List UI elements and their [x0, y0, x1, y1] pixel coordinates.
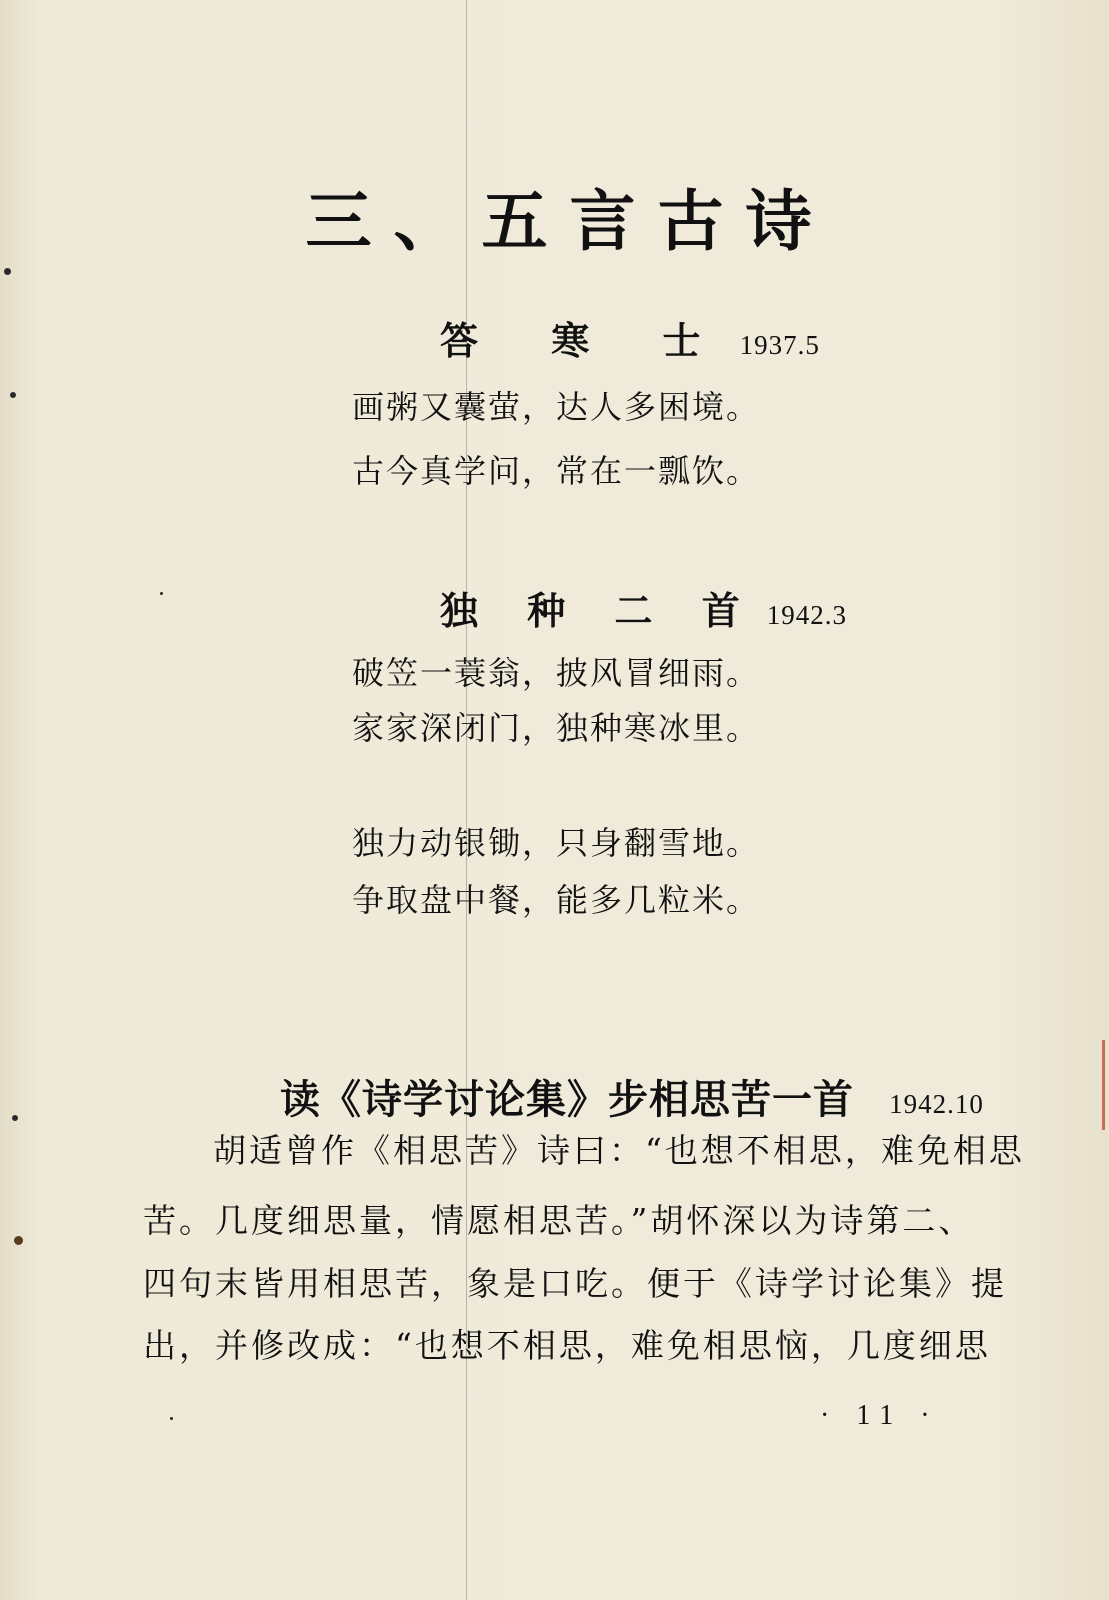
poem-line: 古今真学问，常在一瓢饮。 — [352, 452, 761, 490]
poem-line: 争取盘中餐，能多几粒米。 — [352, 881, 761, 919]
speck — [4, 268, 11, 275]
poem-line: 家家深闭门，独种寒冰里。 — [352, 709, 761, 747]
page-number: · 11 · — [820, 1400, 940, 1431]
poem-date: 1937.5 — [739, 330, 820, 360]
article-paragraph-line: 苦。几度细思量，情愿相思苦。”胡怀深以为诗第二、 — [143, 1201, 975, 1240]
poem-line: 画粥又囊萤，达人多困境。 — [352, 388, 761, 426]
poem-date: 1942.3 — [766, 600, 848, 630]
article-paragraph-line: 四句末皆用相思苦，象是口吃。便于《诗学讨论集》提 — [143, 1264, 1007, 1303]
article-date: 1942.10 — [889, 1089, 984, 1119]
poem-heading — [440, 580, 847, 635]
edge-mark — [1102, 1040, 1105, 1130]
section-title: 三、五言古诗 — [305, 182, 834, 260]
poem-title: 独 种 二 首 — [440, 588, 758, 633]
speck — [14, 1236, 23, 1245]
speck — [160, 592, 163, 595]
speck — [12, 1115, 18, 1121]
poem-heading — [440, 310, 820, 365]
poem-line: 破笠一蓑翁，披风冒细雨。 — [352, 654, 761, 692]
article-heading — [280, 1068, 984, 1125]
article-title: 读《诗学讨论集》步相思苦一首 — [280, 1076, 854, 1123]
poem-line: 独力动银锄，只身翻雪地。 — [352, 824, 761, 862]
speck — [170, 1417, 173, 1420]
poem-title: 答 寒 士 — [440, 318, 731, 363]
speck — [10, 392, 16, 398]
article-paragraph-line: 胡适曾作《相思苦》诗曰：“也想不相思，难免相思 — [213, 1131, 1025, 1170]
article-paragraph-line: 出，并修改成：“也想不相思，难免相思恼，几度细思 — [143, 1326, 991, 1365]
